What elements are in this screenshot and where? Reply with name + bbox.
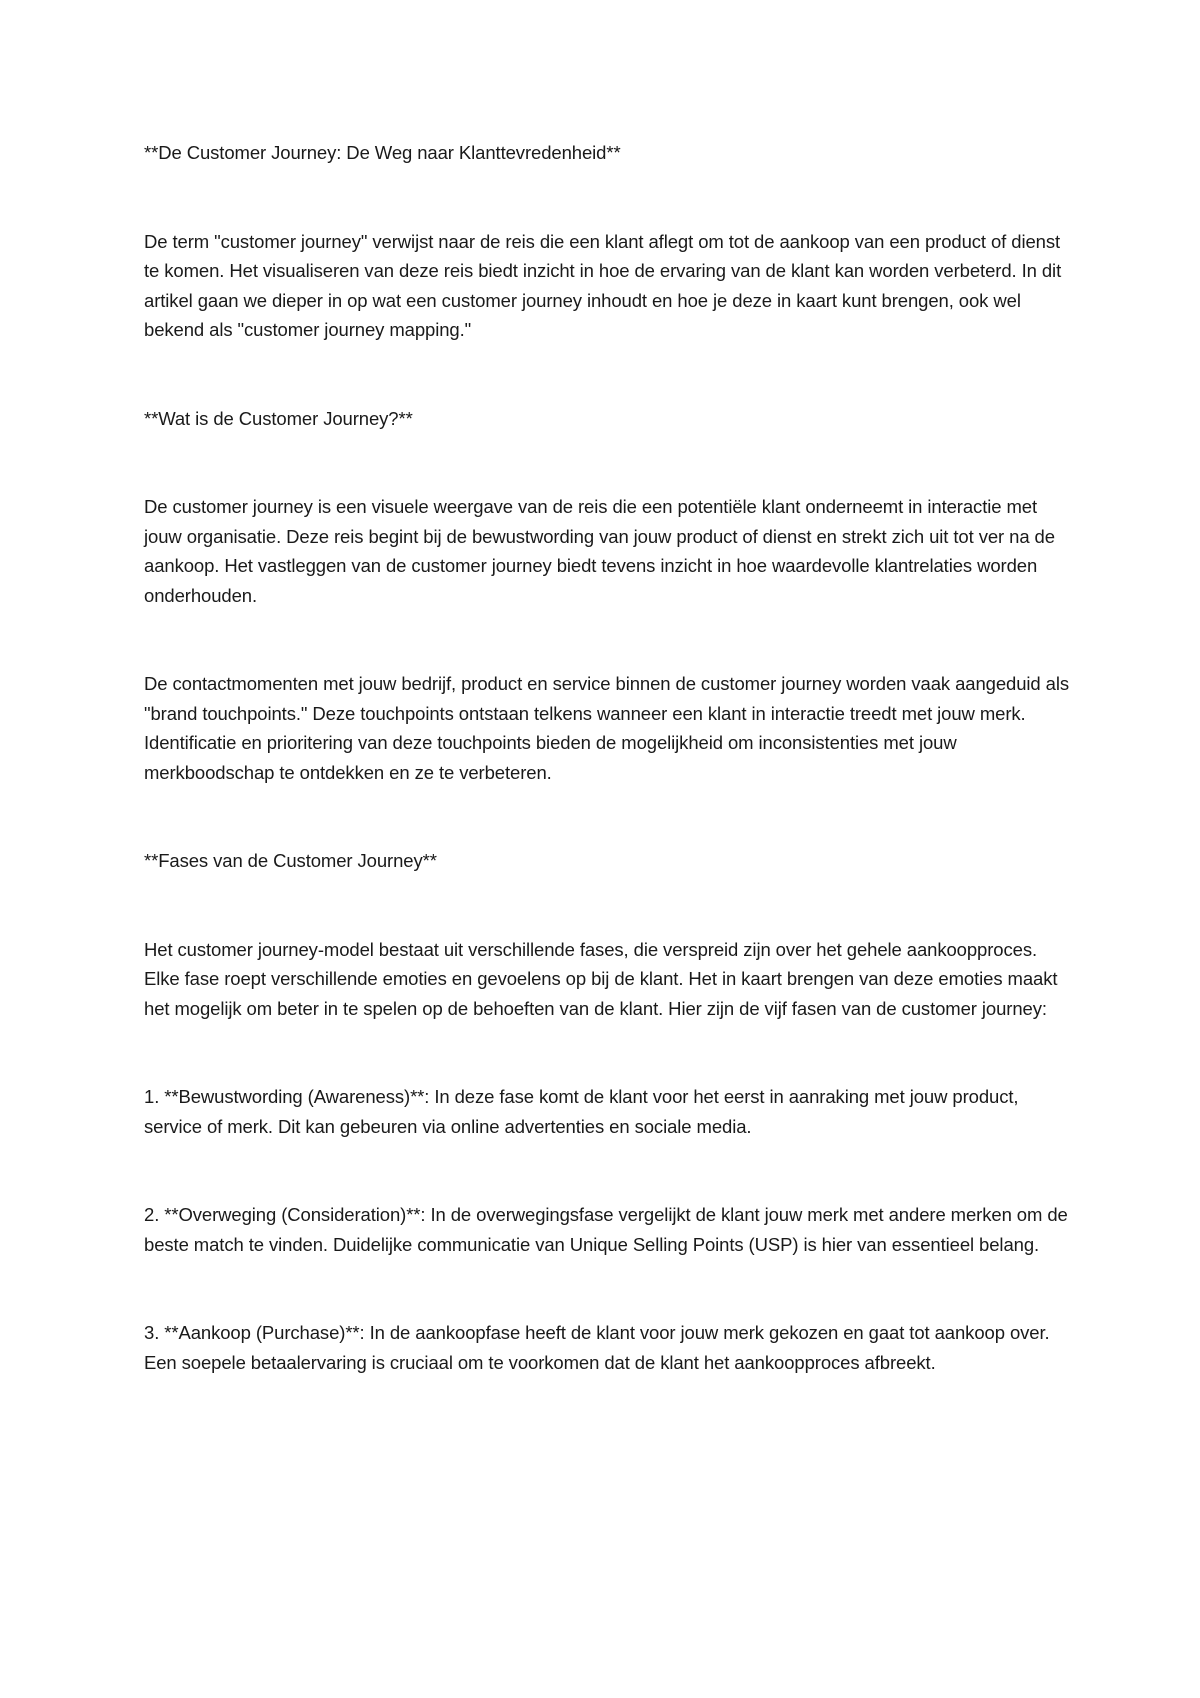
document-title: **De Customer Journey: De Weg naar Klanttevredenheid** (144, 142, 621, 163)
section-heading-what-is: **Wat is de Customer Journey?** (144, 407, 413, 429)
list-item-phase-awareness: 1. **Bewustwording (Awareness)**: In deze fase komt de klant voor het eerst in aanraking met jouw product, service of merk. Dit kan gebeuren via online advertenties en sociale media. (144, 1086, 1019, 1137)
paragraph-definition: De customer journey is een visuele weergave van de reis die een potentiële klant onderneemt in interactie met jouw organisatie. Deze reis begint bij de bewustwording van jouw product of dienst en strekt zich uit tot ver na de aankoop. Het vastleggen van de customer journey biedt tevens inzicht in hoe waardevolle klantrelaties worden onderhouden. (144, 496, 1055, 606)
paragraph-touchpoints: De contactmomenten met jouw bedrijf, product en service binnen de customer journey worden vaak aangeduid als "brand touchpoints." Deze touchpoints ontstaan telkens wanneer een klant in interactie treedt met jouw merk. Identificatie en prioritering van deze touchpoints bieden de mogelijkheid om inconsistenties met jouw merkboodschap te ontdekken en ze te verbeteren. (144, 673, 1070, 783)
document-body (144, 138, 1074, 1377)
section-heading-phases: **Fases van de Customer Journey** (144, 850, 437, 871)
intro-paragraph: De term "customer journey" verwijst naar de reis die een klant aflegt om tot de aankoop van een product of dienst te komen. Het visualiseren van deze reis biedt inzicht in hoe de ervaring van de klant kan worden verbeterd. In dit artikel gaan we dieper in op wat een customer journey inhoudt en hoe je deze in kaart kunt brengen, ook wel bekend als "customer journey mapping." (144, 230, 1062, 340)
paragraph-phases-intro: Het customer journey-model bestaat uit verschillende fases, die verspreid zijn over het gehele aankoopproces. Elke fase roept verschillende emoties en gevoelens op bij de klant. Het in kaart brengen van deze emoties maakt het mogelijk om beter in te spelen op de behoeften van de klant. Hier zijn de vijf fasen van de customer journey: (144, 938, 1058, 1019)
list-item-phase-consideration: 2. **Overweging (Consideration)**: In de overwegingsfase vergelijkt de klant jouw merk met andere merken om de beste match te vinden. Duidelijke communicatie van Unique Selling Points (USP) is hier van essentieel belang. (144, 1204, 1068, 1255)
list-item-phase-purchase: 3. **Aankoop (Purchase)**: In de aankoopfase heeft de klant voor jouw merk gekozen en gaat tot aankoop over. Een soepele betaalervaring is cruciaal om te voorkomen dat de klant het aankoopproces afbreekt. (144, 1322, 1050, 1373)
